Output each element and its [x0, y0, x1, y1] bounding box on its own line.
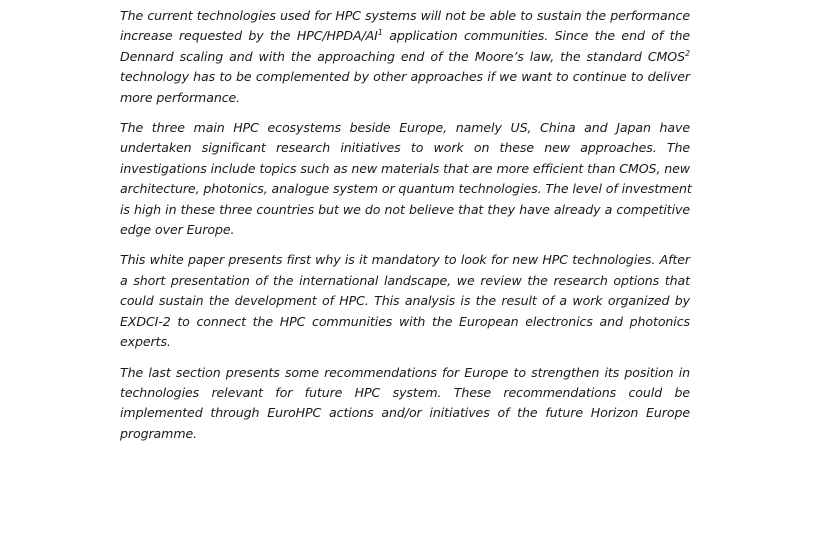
- paragraph-line: investigations include topics such as new materials that are more efficient than CMOS, new: [120, 160, 690, 176]
- paragraph-text: increase requested by the HPC/HPDA/AI: [120, 28, 378, 44]
- paragraph-text: application communities. Since the end of the: [389, 28, 690, 44]
- paragraph-line: [120, 47, 690, 67]
- footnote-marker: 2: [685, 48, 690, 58]
- paragraph-line: experts.: [120, 334, 171, 350]
- paragraph-text: Dennard scaling and with the approaching end of the Moore’s law, the standard CMOS: [120, 48, 685, 64]
- paragraph-line: technologies relevant for future HPC system. These recommendations could be: [120, 384, 690, 400]
- footnote-marker: 1: [377, 28, 383, 38]
- paragraph-line: edge over Europe.: [120, 222, 235, 238]
- paragraph-1: [120, 6, 690, 108]
- paragraph-line: could sustain the development of HPC. This analysis is the result of a work organized by: [120, 293, 690, 309]
- paragraph-2: [120, 118, 690, 240]
- paragraph-line: implemented through EuroHPC actions and/or initiatives of the future Horizon Europe: [120, 405, 690, 421]
- paragraph-line: [120, 26, 690, 46]
- paragraph-line: is high in these three countries but we do not believe that they have already a competitive: [120, 201, 690, 217]
- paragraph-line: The last section presents some recommendations for Europe to strengthen its position in: [120, 364, 690, 380]
- paragraph-3: [120, 250, 690, 352]
- document-page: [120, 6, 690, 454]
- paragraph-line: architecture, photonics, analogue system or quantum technologies. The level of investment: [120, 181, 692, 197]
- paragraph-line: EXDCI-2 to connect the HPC communities with the European electronics and photonics: [120, 313, 690, 329]
- paragraph-line: a short presentation of the international landscape, we review the research options that: [120, 272, 690, 288]
- paragraph-line: more performance.: [120, 89, 241, 105]
- paragraph-line: This white paper presents first why is it mandatory to look for new HPC technologies. After: [120, 252, 690, 268]
- paragraph-line: The three main HPC ecosystems beside Europe, namely US, China and Japan have: [120, 120, 690, 136]
- paragraph-line: The current technologies used for HPC systems will not be able to sustain the performance: [120, 8, 690, 23]
- paragraph-line: technology has to be complemented by other approaches if we want to continue to deliver: [120, 69, 690, 85]
- paragraph-line: undertaken significant research initiatives to work on these new approaches. The: [120, 140, 690, 156]
- paragraph-4: [120, 363, 690, 445]
- paragraph-line: programme.: [120, 425, 198, 441]
